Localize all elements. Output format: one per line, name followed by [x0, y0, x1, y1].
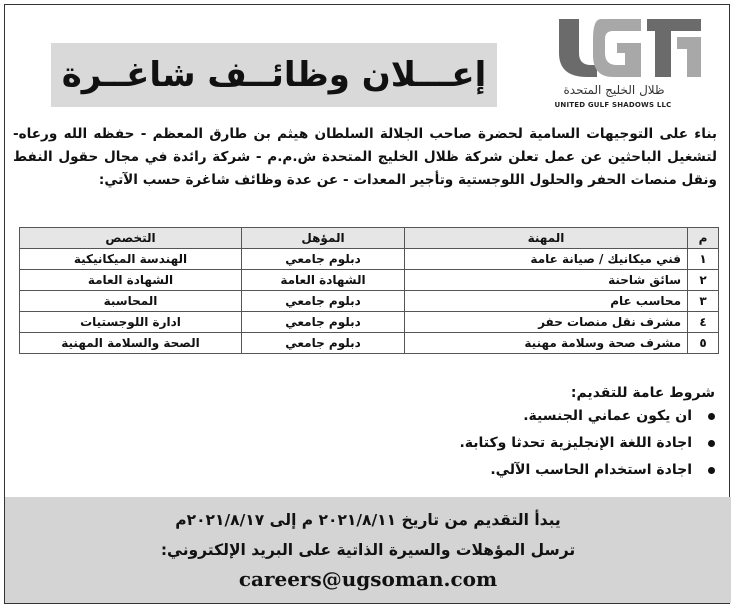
cell-job: مشرف صحة وسلامة مهنية: [405, 333, 688, 354]
table-row: [20, 270, 719, 291]
header: [5, 5, 731, 115]
application-dates: يبدأ التقديم من تاريخ ٢٠٢١/٨/١١ م إلى ٢٠٢١/٨/١٧م: [175, 511, 561, 529]
cell-num: ١: [688, 249, 719, 270]
company-logo: [501, 13, 711, 113]
cell-num: ٢: [688, 270, 719, 291]
bullet-icon: [708, 467, 715, 474]
cell-job: سائق شاحنة: [405, 270, 688, 291]
email-link[interactable]: careers@ugsoman.com: [238, 567, 498, 591]
table-row: [20, 249, 719, 270]
table-row: [20, 312, 719, 333]
jobs-table: [19, 227, 719, 354]
title-banner: [51, 43, 497, 107]
cell-qualification: دبلوم جامعي: [242, 291, 405, 312]
intro-paragraph: بناء على التوجيهات السامية لحضرة صاحب الجلالة السلطان هيثم بن طارق المعظم - حفظه الله ورعاه- لتشغيل الباحثين عن عمل تعلن شركة ظلال الخليج المتحدة ش.م.م - شركة رائدة في مجال حقول النفط ونقل منصات الحفر والحلول اللوجستية وتأجير المعدات - عن عدة وظائف شاغرة حسب الآتي:: [13, 126, 717, 188]
advertisement-frame: [4, 4, 730, 604]
header-num: م: [688, 228, 719, 249]
cell-job: مشرف نقل منصات حفر: [405, 312, 688, 333]
cell-num: ٤: [688, 312, 719, 333]
cell-qualification: دبلوم جامعي: [242, 249, 405, 270]
logo-arabic-name: ظلال الخليج المتحدة: [563, 83, 665, 97]
header-job: المهنة: [405, 228, 688, 249]
table-row: [20, 333, 719, 354]
cell-specialization: الصحة والسلامة المهنية: [20, 333, 242, 354]
cell-specialization: ادارة اللوجستيات: [20, 312, 242, 333]
list-item: [459, 403, 715, 430]
header-qualification: المؤهل: [242, 228, 405, 249]
condition-text: اجادة استخدام الحاسب الآلي.: [490, 462, 692, 478]
bullet-icon: [708, 440, 715, 447]
logo-mark-icon: [501, 13, 711, 83]
condition-text: ان يكون عماني الجنسية.: [523, 408, 692, 424]
conditions-title: شروط عامة للتقديم:: [570, 385, 715, 401]
condition-text: اجادة اللغة الإنجليزية تحدثا وكتابة.: [459, 435, 692, 451]
cell-specialization: الهندسة الميكانيكية: [20, 249, 242, 270]
cell-qualification: دبلوم جامعي: [242, 312, 405, 333]
bullet-icon: [708, 413, 715, 420]
cell-job: فني ميكانيك / صيانة عامة: [405, 249, 688, 270]
list-item: [459, 457, 715, 484]
cell-specialization: الشهادة العامة: [20, 270, 242, 291]
table-header-row: [20, 228, 719, 249]
list-item: [459, 430, 715, 457]
cell-job: محاسب عام: [405, 291, 688, 312]
logo-english-name: UNITED GULF SHADOWS LLC: [554, 101, 672, 109]
page-title: إعـــلان وظائــف شاغــرة: [61, 55, 487, 95]
conditions-list: [459, 403, 715, 484]
cell-qualification: الشهادة العامة: [242, 270, 405, 291]
table-row: [20, 291, 719, 312]
footer-box: [5, 497, 731, 603]
cell-num: ٥: [688, 333, 719, 354]
cell-num: ٣: [688, 291, 719, 312]
send-instructions: ترسل المؤهلات والسيرة الذاتية على البريد الإلكتروني:: [160, 541, 576, 559]
header-specialization: التخصص: [20, 228, 242, 249]
cell-specialization: المحاسبة: [20, 291, 242, 312]
cell-qualification: دبلوم جامعي: [242, 333, 405, 354]
